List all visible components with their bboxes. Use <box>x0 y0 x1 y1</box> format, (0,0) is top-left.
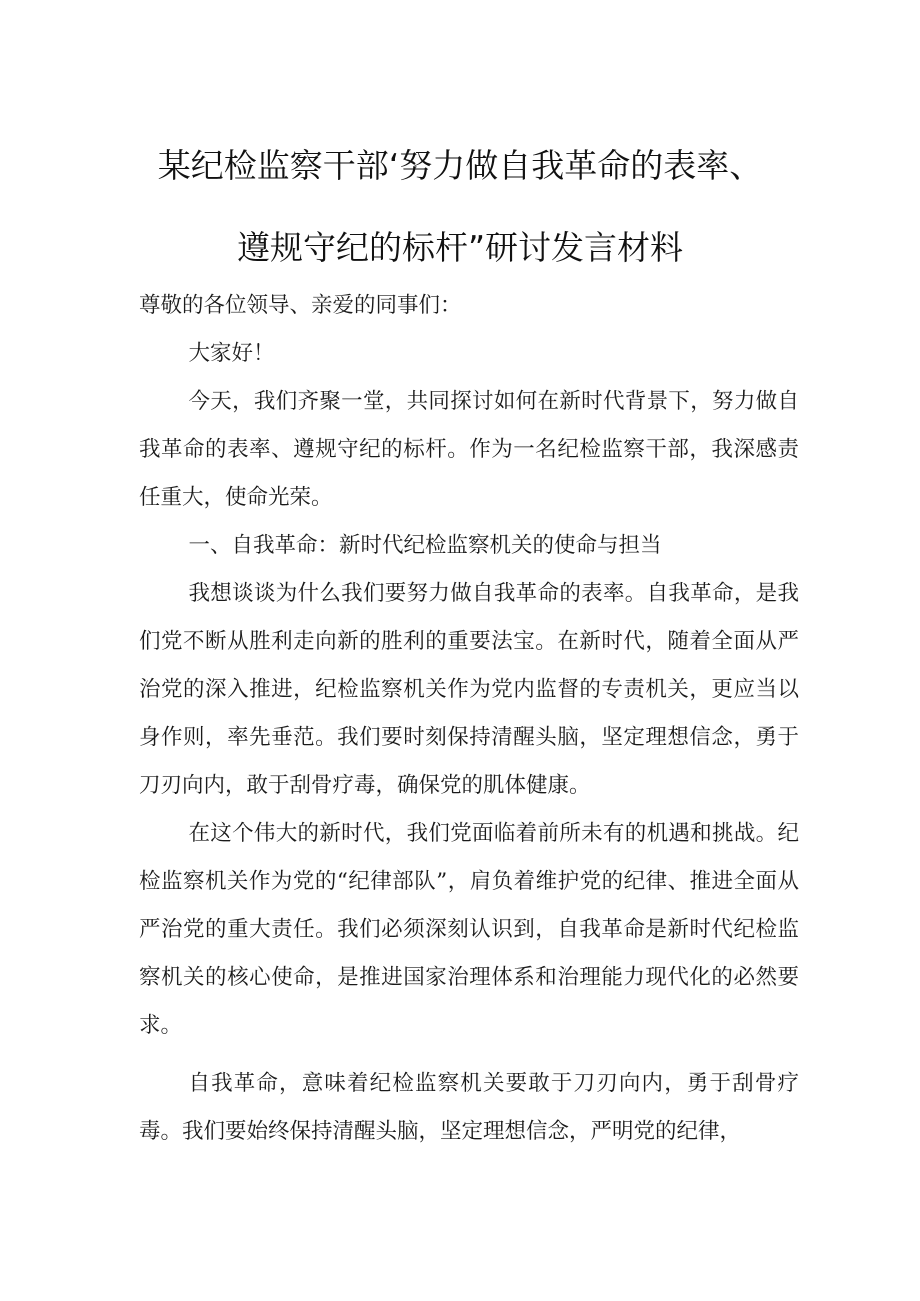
paragraph-new-era: 在这个伟大的新时代，我们党面临着前所未有的机遇和挑战。纪检监察机关作为党的“纪律部队”，肩负着维护党的纪律、推进全面从严治党的重大责任。我们必须深刻认识到，自我革命是新时代纪检监察机关的核心使命，是推进国家治理体系和治理能力现代化的必然要求。 <box>139 821 799 1038</box>
section-heading-1: 一、自我革命：新时代纪检监察机关的使命与担当 <box>188 533 662 558</box>
salutation: 尊敬的各位领导、亲爱的同事们： <box>139 293 462 318</box>
document-title-line-2: 遵规守纪的标杆”研讨发言材料 <box>236 228 684 267</box>
document-body <box>139 282 799 1156</box>
paragraph-self-revolution: 我想谈谈为什么我们要努力做自我革命的表率。自我革命，是我们党不断从胜利走向新的胜利的重要法宝。在新时代，随着全面从严治党的深入推进，纪检监察机关作为党内监督的专责机关，更应当以身作则，率先垂范。我们要时刻保持清醒头脑，坚定理想信念，勇于刀刃向内，敢于刮骨疗毒，确保党的肌体健康。 <box>139 581 799 798</box>
paragraph-intro: 今天，我们齐聚一堂，共同探讨如何在新时代背景下，努力做自我革命的表率、遵规守纪的标杆。作为一名纪检监察干部，我深感责任重大，使命光荣。 <box>139 389 799 510</box>
greeting: 大家好！ <box>188 341 275 366</box>
document-title-line-1: 某纪检监察干部‘努力做自我革命的表率、 <box>157 146 763 185</box>
paragraph-blade-inward: 自我革命，意味着纪检监察机关要敢于刀刃向内，勇于刮骨疗毒。我们要始终保持清醒头脑，坚定理想信念，严明党的纪律， <box>139 1071 799 1144</box>
